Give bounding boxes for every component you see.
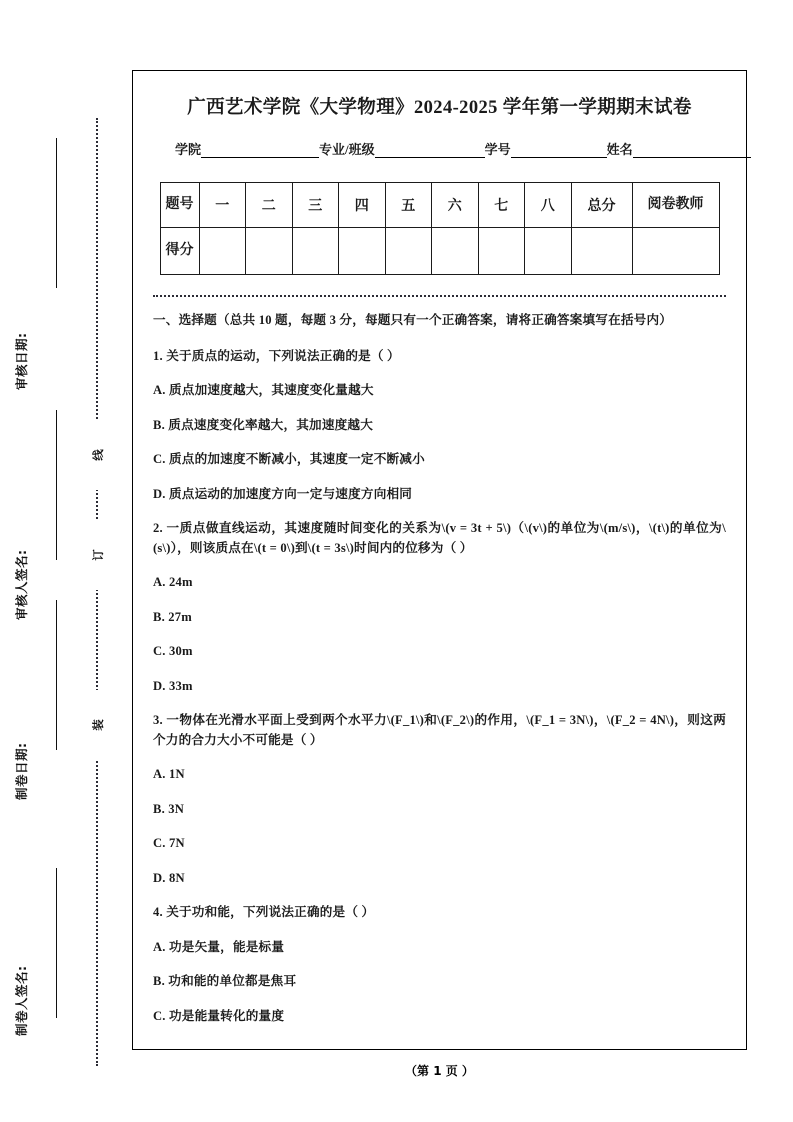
score-table-col-teacher: 阅卷教师 xyxy=(632,183,719,228)
margin-rule-3 xyxy=(56,600,57,750)
score-table-row-label-score: 得分 xyxy=(160,228,199,275)
field-major xyxy=(319,139,485,158)
field-name-label: 姓名 xyxy=(606,142,633,157)
score-cell-1[interactable] xyxy=(199,228,246,275)
field-major-input[interactable] xyxy=(375,144,485,158)
margin-label-reviewer-signature: 审核人签名: xyxy=(14,549,29,620)
question-2-option-b[interactable]: B. 27m xyxy=(153,609,192,624)
question-4-option-b[interactable]: B. 功和能的单位都是焦耳 xyxy=(153,974,297,989)
score-table-col-8: 八 xyxy=(525,183,572,228)
score-cell-8[interactable] xyxy=(525,228,572,275)
fold-word-pack: 装 xyxy=(89,690,107,760)
question-1-option-b[interactable]: B. 质点速度变化率越大，其加速度越大 xyxy=(153,417,373,432)
field-student-id-label: 学号 xyxy=(484,142,511,157)
page-footer: （第 1 页 ） xyxy=(405,1064,474,1078)
field-college xyxy=(175,139,319,158)
table-row-scores xyxy=(160,228,719,275)
score-table-col-6: 六 xyxy=(432,183,479,228)
fold-word-line: 线 xyxy=(89,420,107,490)
score-table-col-5: 五 xyxy=(385,183,432,228)
question-4-option-a[interactable]: A. 功是矢量，能是标量 xyxy=(153,939,285,954)
question-4-option-c[interactable]: C. 功是能量转化的量度 xyxy=(153,1008,285,1023)
score-table xyxy=(160,182,720,275)
question-3-option-d[interactable]: D. 8N xyxy=(153,870,185,885)
question-1-option-a[interactable]: A. 质点加速度越大，其速度变化量越大 xyxy=(153,383,374,398)
page-title: 广西艺术学院《大学物理》2024‑2025 学年第一学期期末试卷 xyxy=(187,98,692,118)
margin-rule-4 xyxy=(56,868,57,1018)
table-row-question-numbers xyxy=(160,183,719,228)
score-cell-teacher[interactable] xyxy=(632,228,719,275)
fold-word-bind: 订 xyxy=(89,520,107,590)
question-1-number: 1. xyxy=(153,348,163,363)
question-2-stem xyxy=(153,519,726,558)
field-name-input[interactable] xyxy=(633,144,751,158)
question-2-option-c[interactable]: C. 30m xyxy=(153,644,193,659)
question-3-option-b[interactable]: B. 3N xyxy=(153,801,185,816)
question-2-option-a[interactable]: A. 24m xyxy=(153,575,193,590)
question-3-number: 3. xyxy=(153,713,163,728)
question-1-stem xyxy=(153,347,726,367)
score-table-row-label-question: 题号 xyxy=(160,183,199,228)
score-table-col-1: 一 xyxy=(199,183,246,228)
score-table-col-4: 四 xyxy=(339,183,386,228)
question-1-option-d[interactable]: D. 质点运动的加速度方向一定与速度方向相同 xyxy=(153,486,413,501)
score-cell-total[interactable] xyxy=(571,228,632,275)
field-major-label: 专业/班级 xyxy=(319,142,375,157)
margin-rule-2 xyxy=(56,410,57,560)
question-3-option-a[interactable]: A. 1N xyxy=(153,767,185,782)
question-3-text: 一物体在光滑水平面上受到两个水平力\(F_1\)和\(F_2\)的作用，\(F_1 = 3N\)，\(F_2 = 4N\)，则这两个力的合力大小不可能是（ ） xyxy=(153,713,726,747)
question-2-option-d[interactable]: D. 33m xyxy=(153,678,193,693)
margin-label-paper-signature: 制卷人签名: xyxy=(14,965,29,1036)
margin-label-review-date: 审核日期: xyxy=(14,332,29,390)
fold-dotted-line xyxy=(96,118,98,1066)
student-info-row xyxy=(175,139,726,158)
margin-rule-1 xyxy=(56,138,57,288)
score-table-col-2: 二 xyxy=(246,183,293,228)
field-college-label: 学院 xyxy=(175,142,202,157)
field-college-input[interactable] xyxy=(201,144,319,158)
score-table-col-3: 三 xyxy=(292,183,339,228)
field-student-id xyxy=(485,139,607,158)
field-name xyxy=(607,139,751,158)
question-3-stem xyxy=(153,711,726,750)
score-cell-5[interactable] xyxy=(385,228,432,275)
score-table-col-total: 总分 xyxy=(571,183,632,228)
question-2-number: 2. xyxy=(153,521,163,536)
question-body xyxy=(153,311,726,1026)
question-4-text: 关于功和能，下列说法正确的是（ ） xyxy=(166,905,375,920)
score-cell-4[interactable] xyxy=(339,228,386,275)
score-cell-6[interactable] xyxy=(432,228,479,275)
margin-label-paper-date: 制卷日期: xyxy=(14,742,29,800)
score-cell-3[interactable] xyxy=(292,228,339,275)
section-separator xyxy=(153,295,726,297)
score-table-col-7: 七 xyxy=(478,183,525,228)
section-heading: 一、选择题（总共 10 题，每题 3 分，每题只有一个正确答案，请将正确答案填写在括号内） xyxy=(153,313,673,327)
question-3-option-c[interactable]: C. 7N xyxy=(153,836,185,851)
question-1-option-c[interactable]: C. 质点的加速度不断减小，其速度一定不断减小 xyxy=(153,452,425,467)
question-1-text: 关于质点的运动，下列说法正确的是（ ） xyxy=(166,348,400,363)
score-cell-7[interactable] xyxy=(478,228,525,275)
question-4-number: 4. xyxy=(153,905,163,920)
question-2-text: 一质点做直线运动，其速度随时间变化的关系为\(v = 3t + 5\)（\(v\)的单位为\(m/s\)，\(t\)的单位为\(s\)），则该质点在\(t = 0\)到\(t = 3s\)时间内的位移为（ ） xyxy=(153,521,726,555)
question-4-stem xyxy=(153,903,726,923)
field-student-id-input[interactable] xyxy=(511,144,607,158)
score-cell-2[interactable] xyxy=(246,228,293,275)
exam-paper-box xyxy=(132,70,747,1050)
